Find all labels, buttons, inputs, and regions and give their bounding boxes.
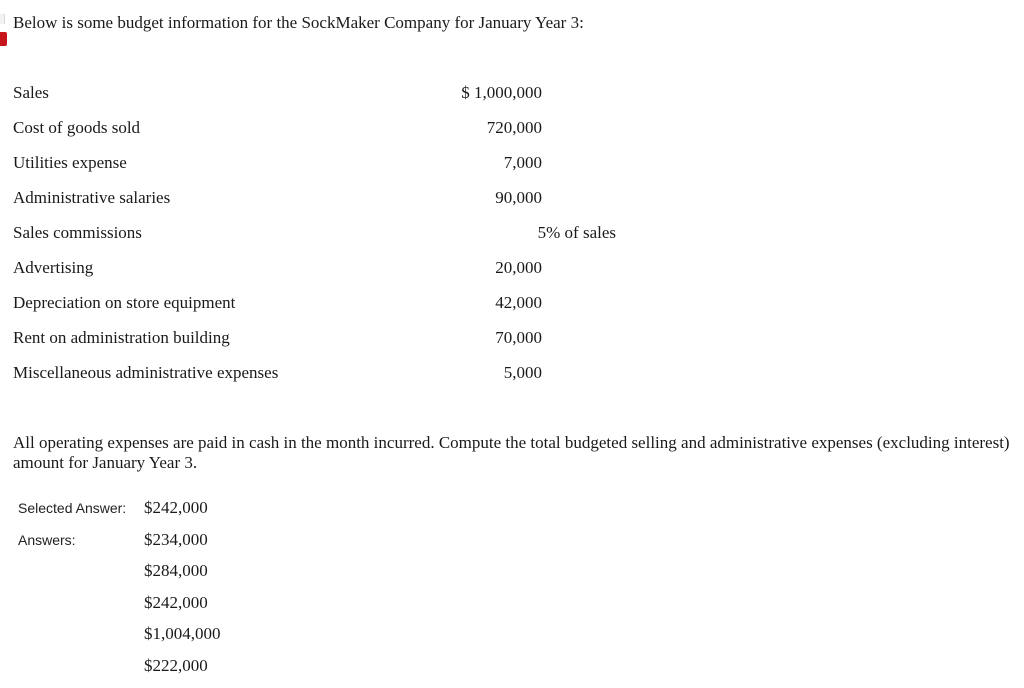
answers-label: Answers:	[18, 531, 76, 548]
marker-tab	[0, 14, 5, 24]
answer-option: $242,000	[144, 592, 208, 612]
budget-amount: 5,000	[503, 363, 542, 382]
budget-amount: 20,000	[495, 258, 542, 277]
answer-option: $222,000	[144, 655, 208, 675]
budget-label: Sales	[13, 83, 49, 102]
budget-table	[13, 83, 633, 398]
budget-label: Rent on administration building	[13, 328, 230, 347]
budget-label: Depreciation on store equipment	[13, 293, 236, 312]
budget-amount: 5% of sales	[537, 223, 616, 242]
question-number-badge	[0, 32, 7, 46]
budget-label: Advertising	[13, 258, 94, 277]
selected-answer-label: Selected Answer:	[18, 500, 127, 516]
budget-row-sales	[13, 83, 633, 118]
budget-label: Sales commissions	[13, 223, 142, 242]
budget-row-misc-admin	[13, 363, 633, 398]
budget-amount: 90,000	[495, 188, 542, 207]
budget-row-cogs	[13, 118, 633, 153]
budget-amount: 7,000	[503, 153, 542, 172]
budget-row-rent	[13, 328, 633, 363]
budget-row-sales-commissions	[13, 223, 633, 258]
budget-row-depreciation	[13, 293, 633, 328]
question-number-marker	[0, 14, 8, 48]
budget-amount: 70,000	[495, 328, 542, 347]
budget-row-admin-salaries	[13, 188, 633, 223]
budget-amount: 720,000	[486, 118, 542, 137]
budget-row-utilities	[13, 153, 633, 188]
budget-row-advertising	[13, 258, 633, 293]
budget-label: Utilities expense	[13, 153, 127, 172]
answer-option: $1,004,000	[144, 624, 221, 643]
selected-answer-value: $242,000	[144, 498, 208, 517]
budget-amount: $ 1,000,000	[461, 83, 542, 102]
answer-option: $284,000	[144, 561, 208, 580]
question-text: All operating expenses are paid in cash in the month incurred. Compute the total budgeted selling and administrative expenses (excluding interest) amount for January Year 3.	[13, 433, 1010, 472]
intro-text: Below is some budget information for the SockMaker Company for January Year 3:	[13, 13, 584, 32]
budget-label: Miscellaneous administrative expenses	[13, 363, 279, 382]
budget-amount: 42,000	[495, 293, 542, 312]
answer-option: $234,000	[144, 529, 208, 549]
budget-label: Administrative salaries	[13, 188, 171, 207]
budget-label: Cost of goods sold	[13, 118, 141, 137]
